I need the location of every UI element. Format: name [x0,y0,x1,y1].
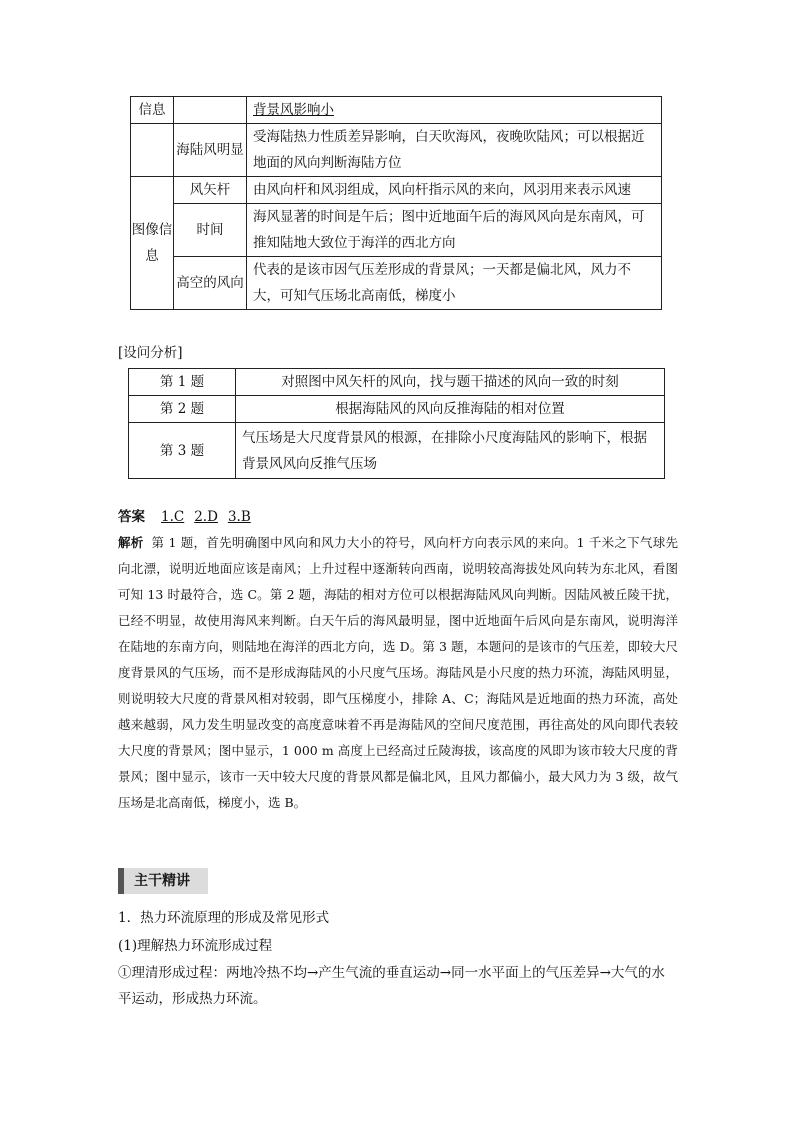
analysis-text: 第 1 题，首先明确图中风向和风力大小的符号，风向杆方向表示风的来向。1 千米之下气球先向北漂，说明近地面应该是南风；上升过程中逐渐转向西南，说明较高海拔处风向转为东北风，看图可知 13 时最符合，选 C。第 2 题，海陆的相对方位可以根据海陆风风向判断。因陆风被丘陵干扰，已经不明显，故使用海风来判断。白天午后的海风最明显，图中近地面午后风向是东南风，说明海洋在陆地的东南方向，则陆地在海洋的西北方向，选 D。第 3 题，本题问的是该市的气压差，即较大尺度背景风的气压场，而不是形成海陆风的小尺度气压场。海陆风是小尺度的热力环流，海陆风明显，则说明较大尺度的背景风相对较弱，即气压梯度小，排除 A、C；海陆风是近地面的热力环流，高处越来越弱，风力发生明显改变的高度意味着不再是海陆风的空间尺度范围，再往高处的风向即代表较大尺度的背景风；图中显示，1 000 m 高度上已经高过丘陵海拔，该高度的风即为该市较大尺度的背景风；图中显示，该市一天中较大尺度的背景风都是偏北风，且风力都偏小，最大风力为 3 级，故气压场是北高南低，梯度小，选 B。 [118,535,678,810]
question-number: 第 2 题 [129,396,236,423]
section-label: [设问分析] [118,345,183,361]
answer-label: 答案 [118,509,145,525]
answer-3: 3.B [227,509,251,525]
analysis-paragraph [118,530,678,816]
table-row [129,369,665,396]
answer-line [118,505,261,525]
table-cell: 海风显著的时间是午后；图中近地面午后的海风风向是东南风，可推知陆地大致位于海洋的西北方向 [247,204,662,257]
answer-1: 1.C [161,509,185,525]
table-row [131,97,662,124]
question-hint: 气压场是大尺度背景风的根源，在排除小尺度海陆风的影响下，根据背景风风向反推气压场 [236,423,665,479]
table-cell: 风矢杆 [174,177,247,204]
table-cell-group-label: 图像信息 [131,177,174,310]
table-row [131,257,662,310]
question-hint: 对照图中风矢杆的风向，找与题干描述的风向一致的时刻 [236,369,665,396]
table-row [129,423,665,479]
table-cell: 高空的风向 [174,257,247,310]
table-cell: 代表的是该市因气压差形成的背景风；一天都是偏北风，风力不大，可知气压场北高南低，梯度小 [247,257,662,310]
point-paragraph: ①理清形成过程：两地冷热不均→产生气流的垂直运动→同一水平面上的气压差异→大气的水平运动，形成热力环流。 [118,965,665,1007]
point-subheading: (1)理解热力环流形成过程 [118,938,273,954]
table-cell: 时间 [174,204,247,257]
table-cell: 由风向杆和风羽组成，风向杆指示风的来向，风羽用来表示风速 [247,177,662,204]
question-number: 第 1 题 [129,369,236,396]
table-cell [131,124,174,177]
table-row [131,177,662,204]
answer-2: 2.D [194,509,218,525]
table-cell: 海陆风明显 [174,124,247,177]
section-banner: 主干精讲 [118,868,208,894]
question-number: 第 3 题 [129,423,236,479]
underlined-text: 背景风影响小 [253,102,334,118]
table-cell [247,97,662,124]
table-row [131,204,662,257]
table-cell: 受海陆热力性质差异影响，白天吹海风，夜晚吹陆风；可以根据近地面的风向判断海陆方位 [247,124,662,177]
analysis-label: 解析 [118,535,144,550]
info-table [130,96,662,310]
point-heading: 1．热力环流原理的形成及常见形式 [118,910,330,926]
table-row [131,124,662,177]
question-hint: 根据海陆风的风向反推海陆的相对位置 [236,396,665,423]
table-row [129,396,665,423]
question-analysis-table [128,368,665,479]
table-cell: 信息 [131,97,174,124]
table-cell [174,97,247,124]
